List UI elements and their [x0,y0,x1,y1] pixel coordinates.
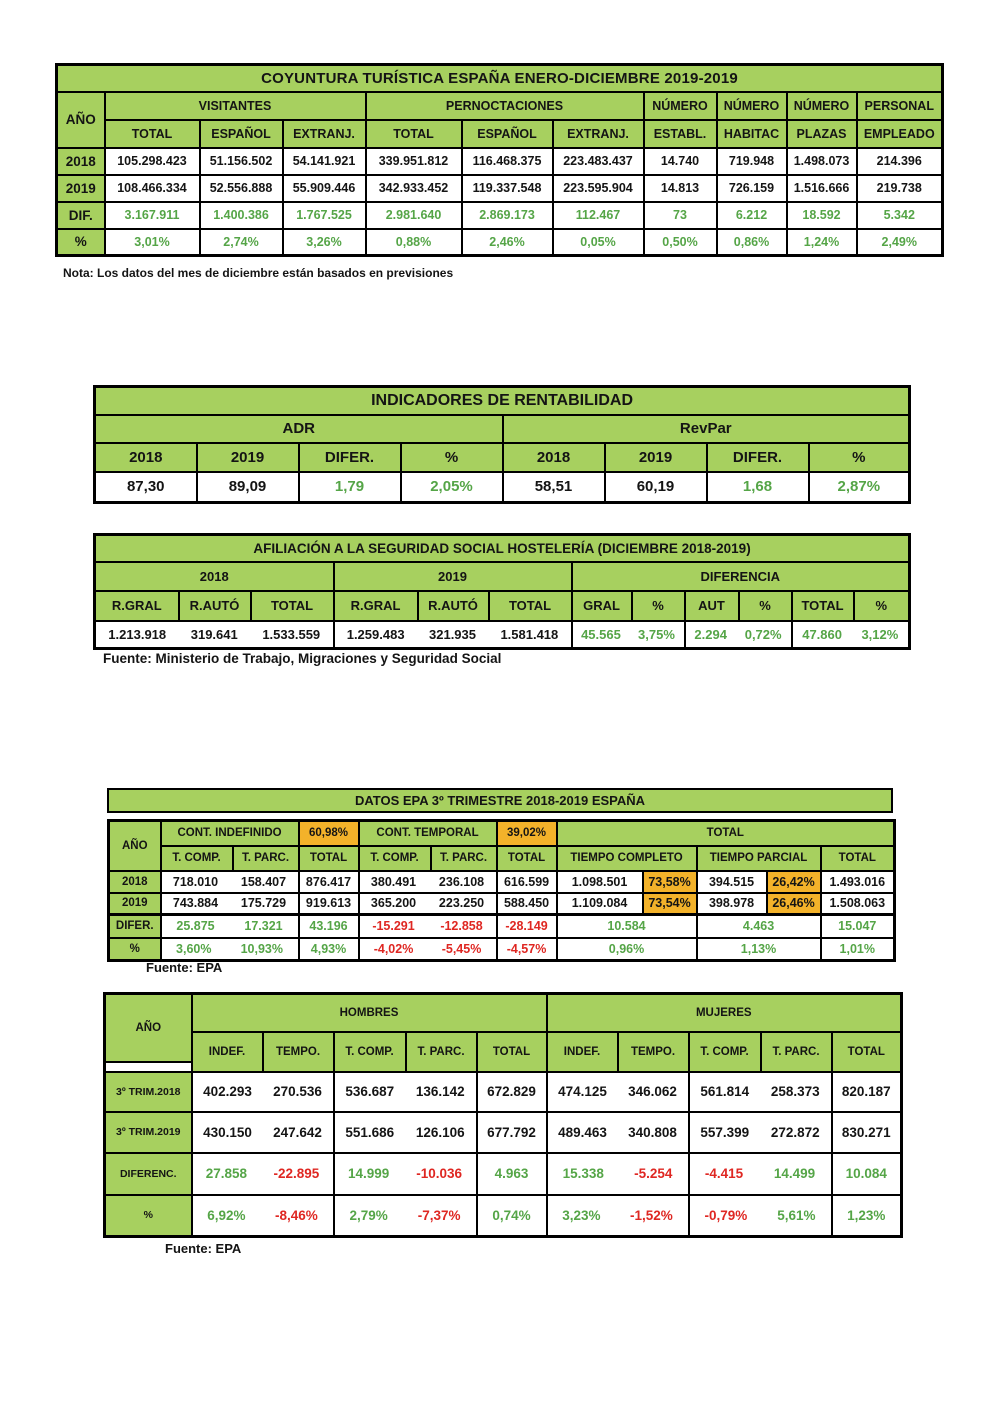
data-cell: 342.933.452 [366,175,462,202]
header-cell-numero: NÚMERO [717,92,787,120]
data-cell: 398.978 [697,893,767,915]
header-cell-numero: NÚMERO [787,92,857,120]
header-cell: GRAL [572,591,632,621]
header-cell-adr: ADR [95,415,503,443]
data-cell-group [547,1153,689,1195]
table-row [95,415,910,443]
data-cell: 394.515 [697,871,767,893]
data-value: 158.407 [240,874,287,889]
data-cell: 830.271 [832,1112,902,1153]
data-value: 14.999 [347,1166,390,1181]
data-value: 5,61% [777,1207,816,1223]
data-cell: 4,93% [299,938,359,961]
table-row [57,202,943,229]
table-row [95,591,910,621]
data-cell: 2,49% [857,229,943,256]
data-cell-group [334,1072,477,1112]
data-value: 223.250 [438,896,485,911]
data-cell: 116.468.375 [462,148,553,175]
table-row [105,1032,902,1062]
data-value: 236.108 [438,874,485,889]
data-cell: 672.829 [477,1072,547,1112]
data-cell-group [161,915,299,938]
table-row [105,1112,902,1153]
data-value: 3,23% [562,1207,601,1223]
data-cell: 820.187 [832,1072,902,1112]
data-value: 346.062 [628,1084,677,1099]
data-cell-group [192,1153,334,1195]
data-value: 17.321 [244,919,283,934]
header-cell: INDEF. [192,1032,263,1072]
table-row [105,1153,902,1195]
data-cell: 2,87% [809,472,910,503]
data-value: 3,12% [861,626,899,642]
header-cell-diferencia: DIFERENCIA [572,562,910,591]
data-value: -8,46% [274,1207,318,1223]
header-cell-revpar: RevPar [503,415,910,443]
data-value: 402.293 [203,1084,252,1099]
data-value: 272.872 [770,1124,820,1140]
data-cell-group [95,621,334,649]
header-cell: EMPLEADO [857,120,943,148]
table-row [95,443,910,472]
header-cell-2018: 2018 [95,562,334,591]
table-row [95,535,910,562]
table-row [57,229,943,256]
row-label: % [57,229,105,256]
forecast-note: Nota: Los datos del mes de diciembre están basados en previsiones [63,266,454,280]
header-cell: R.AUTÓ [179,591,251,621]
epa-table [107,819,896,962]
header-cell: TOTAL [477,1032,547,1072]
data-cell: 1,24% [787,229,857,256]
data-cell: 108.466.334 [105,175,200,202]
table-row [105,994,902,1032]
header-cell: R.GRAL [95,591,179,621]
data-cell: 2,05% [401,472,503,503]
data-value: -5,45% [441,941,482,956]
data-cell: 1,13% [697,938,821,961]
table-row [57,148,943,175]
data-value: 2,79% [349,1207,388,1223]
data-value: 175.729 [240,896,287,911]
table-row [95,387,910,415]
rentabilidad-table [93,385,911,504]
data-cell: 339.951.812 [366,148,462,175]
data-value: 2.294 [694,626,727,642]
header-cell-temporal: CONT. TEMPORAL [359,821,497,846]
data-cell: 119.337.548 [462,175,553,202]
source-epa-1: Fuente: EPA [146,960,223,975]
data-cell: 0,74% [477,1195,547,1237]
data-cell-group [359,915,497,938]
table-row [95,562,910,591]
data-cell-highlight: 73,54% [643,893,697,915]
row-label: DIFERENC. [105,1153,192,1195]
data-value: 1.259.483 [346,626,405,642]
header-cell: DIFER. [299,443,401,472]
data-value: 258.373 [770,1084,820,1099]
header-cell: T. PARC. [431,846,497,871]
data-cell: 0,96% [557,938,697,961]
header-cell: TEMPO. [263,1032,334,1072]
data-cell: 14.740 [644,148,717,175]
data-cell: 1.400.386 [200,202,283,229]
data-value: 551.686 [345,1124,395,1140]
data-cell-highlight: 73,58% [643,871,697,893]
data-cell-highlight: 26,46% [767,893,821,915]
table-row [105,1195,902,1237]
header-cell-ano: AÑO [105,994,192,1062]
header-cell: TOTAL [366,120,462,148]
data-cell: 214.396 [857,148,943,175]
header-cell: ESPAÑOL [200,120,283,148]
header-cell: DIFER. [707,443,809,472]
data-value: 136.142 [415,1084,465,1099]
header-cell: T. COMP. [161,846,233,871]
header-cell: T. PARC. [233,846,299,871]
data-value: 25.875 [176,919,215,934]
data-value: 718.010 [172,874,219,889]
data-value: -15.291 [372,919,415,934]
data-cell: 2,74% [200,229,283,256]
header-cell-visitantes: VISITANTES [105,92,366,120]
data-cell: 0,50% [644,229,717,256]
table-row [109,938,895,961]
data-value: 14.499 [773,1166,816,1181]
header-cell: T. COMP. [689,1032,761,1072]
data-cell: 5.342 [857,202,943,229]
data-cell: 51.156.502 [200,148,283,175]
data-value: 489.463 [558,1124,607,1140]
data-value: 45.565 [581,626,621,642]
data-cell: 18.592 [787,202,857,229]
data-cell: 719.948 [717,148,787,175]
data-cell: 0,86% [717,229,787,256]
data-cell-group [192,1072,334,1112]
data-cell-group [334,1112,477,1153]
data-cell-group [685,621,792,649]
coyuntura-title: COYUNTURA TURÍSTICA ESPAÑA ENERO-DICIEMBRE 2019-2019 [57,65,943,92]
data-cell-group [192,1112,334,1153]
data-cell-group [689,1112,832,1153]
data-cell: 0,05% [553,229,644,256]
data-cell: 60,19 [605,472,707,503]
table-row [57,65,943,92]
table-row [109,915,895,938]
data-cell: 43.196 [299,915,359,938]
data-value: 3,60% [176,941,212,956]
row-label: % [109,938,161,961]
header-cell: R.GRAL [334,591,418,621]
data-value: -0,79% [704,1207,748,1223]
header-cell-pernoctaciones: PERNOCTACIONES [366,92,644,120]
data-cell: 219.738 [857,175,943,202]
data-value: -1,52% [629,1207,673,1223]
row-label: % [105,1195,192,1237]
data-value: 561.814 [700,1084,750,1099]
data-cell-group [359,893,497,915]
source-epa-2: Fuente: EPA [165,1241,242,1256]
data-value: -4,02% [373,941,414,956]
data-value: 1.213.918 [108,626,167,642]
data-value: -7,37% [417,1207,461,1223]
header-cell: T. PARC. [406,1032,477,1072]
data-value: 319.641 [190,626,238,642]
data-value: 340.808 [628,1124,677,1140]
data-cell: 6.212 [717,202,787,229]
data-cell: 2.869.173 [462,202,553,229]
data-cell-group [547,1112,689,1153]
header-cell: AUT [685,591,739,621]
data-cell-group [547,1195,689,1237]
data-cell-group [792,621,910,649]
table-row [109,821,895,846]
afiliacion-table [93,533,911,650]
data-cell: 73 [644,202,717,229]
data-cell: 677.792 [477,1112,547,1153]
data-cell: 919.613 [299,893,359,915]
data-cell: 3.167.911 [105,202,200,229]
header-cell: HABITAC [717,120,787,148]
data-cell: 14.813 [644,175,717,202]
coyuntura-table [55,63,944,257]
header-cell-total: TOTAL [557,821,895,846]
data-cell: 876.417 [299,871,359,893]
data-cell: 58,51 [503,472,605,503]
header-cell: 2019 [605,443,707,472]
data-cell: 3,26% [283,229,366,256]
row-label: DIFER. [109,915,161,938]
data-cell-group [359,871,497,893]
data-cell: 1,68 [707,472,809,503]
row-label: 2018 [57,148,105,175]
data-cell-highlight: 26,42% [767,871,821,893]
data-value: 474.125 [558,1084,607,1099]
header-cell-ano: AÑO [109,821,161,871]
data-value: -5.254 [634,1166,673,1181]
data-cell: 87,30 [95,472,197,503]
table-row [95,621,910,649]
data-cell: 616.599 [497,871,557,893]
row-label: DIF. [57,202,105,229]
rentabilidad-title: INDICADORES DE RENTABILIDAD [95,387,910,415]
data-cell: 52.556.888 [200,175,283,202]
table-row [57,92,943,120]
data-cell: 55.909.446 [283,175,366,202]
data-value: 247.642 [273,1124,322,1140]
row-label: 2018 [109,871,161,893]
data-cell-group [334,621,572,649]
data-value: 270.536 [273,1084,322,1099]
header-cell: % [401,443,503,472]
data-value: 6,92% [207,1207,246,1223]
data-cell-group [689,1153,832,1195]
header-cell: INDEF. [547,1032,618,1072]
data-value: 557.399 [700,1124,750,1140]
header-cell-indefinido: CONT. INDEFINIDO [161,821,299,846]
data-cell: 89,09 [197,472,299,503]
epa-gender-table [103,992,903,1238]
header-cell: TOTAL [792,591,854,621]
header-cell: TOTAL [251,591,334,621]
header-cell-2019: 2019 [334,562,572,591]
header-cell-temporal-pct: 39,02% [497,821,557,846]
data-value: -10.036 [416,1166,463,1181]
data-cell: 1,23% [832,1195,902,1237]
data-value: 365.200 [370,896,417,911]
data-cell: -4,57% [497,938,557,961]
data-value: 15.338 [562,1166,604,1181]
header-cell: T. COMP. [334,1032,406,1072]
data-cell: 588.450 [497,893,557,915]
data-value: 743.884 [172,896,219,911]
table-row [109,871,895,893]
data-cell: 10.584 [557,915,697,938]
data-cell: 1.098.501 [557,871,643,893]
header-cell: ESTABL. [644,120,717,148]
data-cell: 726.159 [717,175,787,202]
data-value: 126.106 [415,1124,465,1140]
header-cell: R.AUTÓ [418,591,489,621]
data-value: 321.935 [429,626,476,642]
row-label: 2019 [57,175,105,202]
data-cell: 1,01% [821,938,895,961]
data-value: 27.858 [205,1166,248,1181]
data-cell: 223.483.437 [553,148,644,175]
data-cell: 223.595.904 [553,175,644,202]
table-row [105,1072,902,1112]
row-label: 2019 [109,893,161,915]
epa-table-title: DATOS EPA 3º TRIMESTRE 2018-2019 ESPAÑA [107,788,893,813]
data-cell-group [161,871,299,893]
header-cell: T. COMP. [359,846,431,871]
data-cell-group [572,621,685,649]
table-row [57,175,943,202]
data-cell: 15.047 [821,915,895,938]
data-value: 430.150 [203,1124,252,1140]
data-cell: 1,79 [299,472,401,503]
header-cell: TOTAL [489,591,572,621]
data-value: 536.687 [345,1084,395,1099]
data-cell-group [689,1072,832,1112]
data-cell: 0,88% [366,229,462,256]
data-cell: 4.463 [697,915,821,938]
spacer-cell [105,1062,192,1072]
header-cell: % [854,591,910,621]
header-cell: PLAZAS [787,120,857,148]
data-cell: 1.493.016 [821,871,895,893]
header-cell: TOTAL [299,846,359,871]
data-cell-group [689,1195,832,1237]
data-cell-group [192,1195,334,1237]
table-row [109,846,895,871]
data-cell: 54.141.921 [283,148,366,175]
header-cell: 2018 [95,443,197,472]
header-cell: EXTRANJ. [283,120,366,148]
header-cell: EXTRANJ. [553,120,644,148]
data-cell-group [334,1153,477,1195]
table-row [95,472,910,503]
data-cell-group [161,893,299,915]
data-cell: 3,01% [105,229,200,256]
header-cell: ESPAÑOL [462,120,553,148]
table-row [57,120,943,148]
data-cell: 2,46% [462,229,553,256]
header-cell: % [632,591,685,621]
header-cell: 2019 [197,443,299,472]
data-cell: 4.963 [477,1153,547,1195]
data-value: -22.895 [273,1166,320,1181]
data-value: 1.581.418 [500,626,559,642]
header-cell: % [809,443,910,472]
header-cell: 2018 [503,443,605,472]
header-cell: TEMPO. [618,1032,689,1072]
data-cell: 112.467 [553,202,644,229]
data-value: -4.415 [704,1166,744,1181]
header-cell: TIEMPO PARCIAL [697,846,821,871]
data-cell: 1.109.084 [557,893,643,915]
header-cell: TOTAL [497,846,557,871]
data-value: 10,93% [240,941,283,956]
data-cell-group [161,938,299,961]
row-label: 3º TRIM.2019 [105,1112,192,1153]
header-cell-numero: NÚMERO [644,92,717,120]
header-cell: T. PARC. [761,1032,832,1072]
header-cell: TOTAL [821,846,895,871]
data-cell: 105.298.423 [105,148,200,175]
data-cell-group [359,938,497,961]
data-value: 47.860 [802,626,842,642]
header-cell-ano: AÑO [57,92,105,148]
data-cell: 1.767.525 [283,202,366,229]
table-row [109,893,895,915]
data-value: 0,72% [744,626,782,642]
data-cell: 2.981.640 [366,202,462,229]
data-cell: 1.508.063 [821,893,895,915]
data-cell: 10.084 [832,1153,902,1195]
row-label: 3º TRIM.2018 [105,1072,192,1112]
data-cell: -28.149 [497,915,557,938]
data-value: -12.858 [440,919,483,934]
data-cell: 1.498.073 [787,148,857,175]
header-cell-mujeres: MUJERES [547,994,902,1032]
header-cell: TIEMPO COMPLETO [557,846,697,871]
data-value: 380.491 [370,874,417,889]
afiliacion-title: AFILIACIÓN A LA SEGURIDAD SOCIAL HOSTELERÍA (DICIEMBRE 2018-2019) [95,535,910,562]
header-cell: % [739,591,792,621]
header-cell-personal: PERSONAL [857,92,943,120]
source-ministerio: Fuente: Ministerio de Trabajo, Migraciones y Seguridad Social [103,651,502,666]
data-cell-group [334,1195,477,1237]
data-cell: 1.516.666 [787,175,857,202]
data-value: 1.533.559 [262,626,321,642]
header-cell: TOTAL [832,1032,902,1072]
header-cell: TOTAL [105,120,200,148]
data-cell-group [547,1072,689,1112]
data-value: 3,75% [638,626,675,642]
header-cell-hombres: HOMBRES [192,994,547,1032]
header-cell-indefinido-pct: 60,98% [299,821,359,846]
